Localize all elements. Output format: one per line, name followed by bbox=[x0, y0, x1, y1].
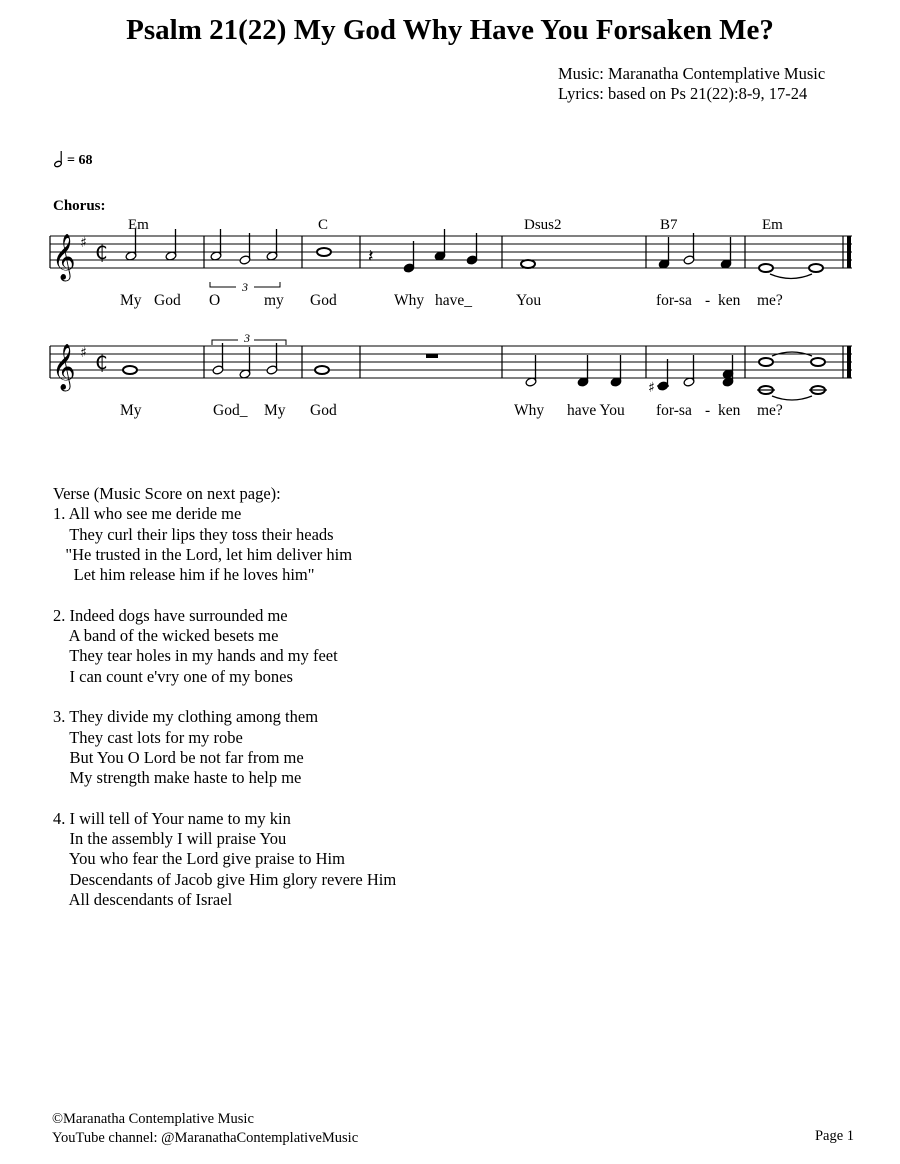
verses-section bbox=[53, 484, 396, 931]
sharp-accidental: ♯ bbox=[648, 380, 655, 396]
verse-line: You who fear the Lord give praise to Him bbox=[53, 849, 345, 869]
verse-list bbox=[53, 504, 396, 910]
chorus-label: Chorus: bbox=[53, 198, 106, 214]
lyric-syllable: - bbox=[705, 292, 711, 309]
verse-line: They cast lots for my robe bbox=[53, 727, 243, 747]
verse-line: 3. They divide my clothing among them bbox=[53, 707, 319, 727]
music-score bbox=[0, 0, 900, 440]
verse-line: In the assembly I will praise You bbox=[53, 829, 287, 849]
verse-line: All descendants of Israel bbox=[53, 889, 233, 909]
lyrics-credit: Lyrics: based on Ps 21(22):8-9, 17-24 bbox=[558, 84, 808, 103]
triplet-number: 3 bbox=[242, 280, 248, 294]
verse-2 bbox=[53, 606, 396, 687]
lyric-syllable: Why bbox=[514, 402, 545, 419]
verse-1 bbox=[53, 504, 396, 585]
lyric-syllable: My bbox=[264, 402, 286, 419]
key-signature-sharp: ♯ bbox=[80, 235, 87, 251]
verse-line: But You O Lord be not far from me bbox=[53, 747, 304, 767]
cut-time-signature: ₵ bbox=[95, 240, 108, 264]
triplet-number: 3 bbox=[244, 331, 250, 345]
key-signature-sharp: ♯ bbox=[80, 345, 87, 361]
lyric-syllable: God_ bbox=[213, 402, 248, 419]
page-title: Psalm 21(22) My God Why Have You Forsaken Me? bbox=[126, 14, 774, 46]
music-credit: Music: Maranatha Contemplative Music bbox=[558, 64, 826, 83]
lyric-syllable: ken bbox=[718, 292, 741, 309]
lyric-syllable: God bbox=[310, 402, 337, 419]
chord-symbol: Em bbox=[762, 217, 783, 233]
verse-line: "He trusted in the Lord, let him deliver him bbox=[53, 544, 353, 564]
verse-line: 1. All who see me deride me bbox=[53, 504, 242, 524]
lyric-syllable: My bbox=[120, 292, 142, 309]
page-number: Page 1 bbox=[814, 1128, 854, 1144]
lyric-syllable: You bbox=[516, 292, 542, 309]
lyric-syllable: my bbox=[264, 292, 284, 309]
lyric-syllable: have You bbox=[567, 402, 625, 419]
chord-symbol: Em bbox=[128, 217, 149, 233]
tempo-value: = 68 bbox=[67, 153, 93, 168]
chord-symbol: C bbox=[318, 217, 329, 233]
verse-line: 4. I will tell of Your name to my kin bbox=[53, 808, 291, 828]
lyric-syllable: Why bbox=[394, 292, 425, 309]
verse-line: My strength make haste to help me bbox=[53, 768, 302, 788]
lyric-syllable: God bbox=[154, 292, 181, 309]
footer bbox=[52, 1110, 358, 1147]
lyric-syllable: me? bbox=[757, 402, 783, 419]
verses-heading: Verse (Music Score on next page): bbox=[53, 484, 281, 503]
cut-time-signature: ₵ bbox=[95, 350, 108, 374]
verse-line: Descendants of Jacob give Him glory revere Him bbox=[53, 869, 397, 889]
lyric-syllable: me? bbox=[757, 292, 783, 309]
lyric-syllable: - bbox=[705, 402, 711, 419]
verse-line: They tear holes in my hands and my feet bbox=[53, 646, 338, 666]
treble-clef: 𝄞 bbox=[52, 344, 76, 390]
youtube-channel: YouTube channel: @MaranathaContemplativeMusic bbox=[52, 1129, 359, 1146]
verse-line: I can count e'vry one of my bones bbox=[53, 666, 293, 686]
lyric-syllable: God bbox=[310, 292, 337, 309]
quarter-rest: 𝄽 bbox=[368, 246, 374, 267]
verse-4 bbox=[53, 809, 396, 910]
chord-symbol: Dsus2 bbox=[524, 217, 562, 233]
lyric-syllable: O bbox=[209, 292, 221, 309]
verse-line: They curl their lips they toss their heads bbox=[53, 524, 334, 544]
lyric-syllable: have_ bbox=[435, 292, 473, 309]
copyright-notice: ©Maranatha Contemplative Music bbox=[52, 1111, 254, 1127]
verse-line: 2. Indeed dogs have surrounded me bbox=[53, 605, 288, 625]
lyric-syllable: My bbox=[120, 402, 142, 419]
verse-3 bbox=[53, 707, 396, 788]
lyric-syllable: for-sa bbox=[656, 292, 692, 309]
chord-symbol: B7 bbox=[660, 217, 678, 233]
verse-line: Let him release him if he loves him" bbox=[53, 565, 315, 585]
lyric-syllable: ken bbox=[718, 402, 741, 419]
verse-line: A band of the wicked besets me bbox=[53, 626, 279, 646]
treble-clef: 𝄞 bbox=[52, 234, 76, 280]
lyric-syllable: for-sa bbox=[656, 402, 692, 419]
